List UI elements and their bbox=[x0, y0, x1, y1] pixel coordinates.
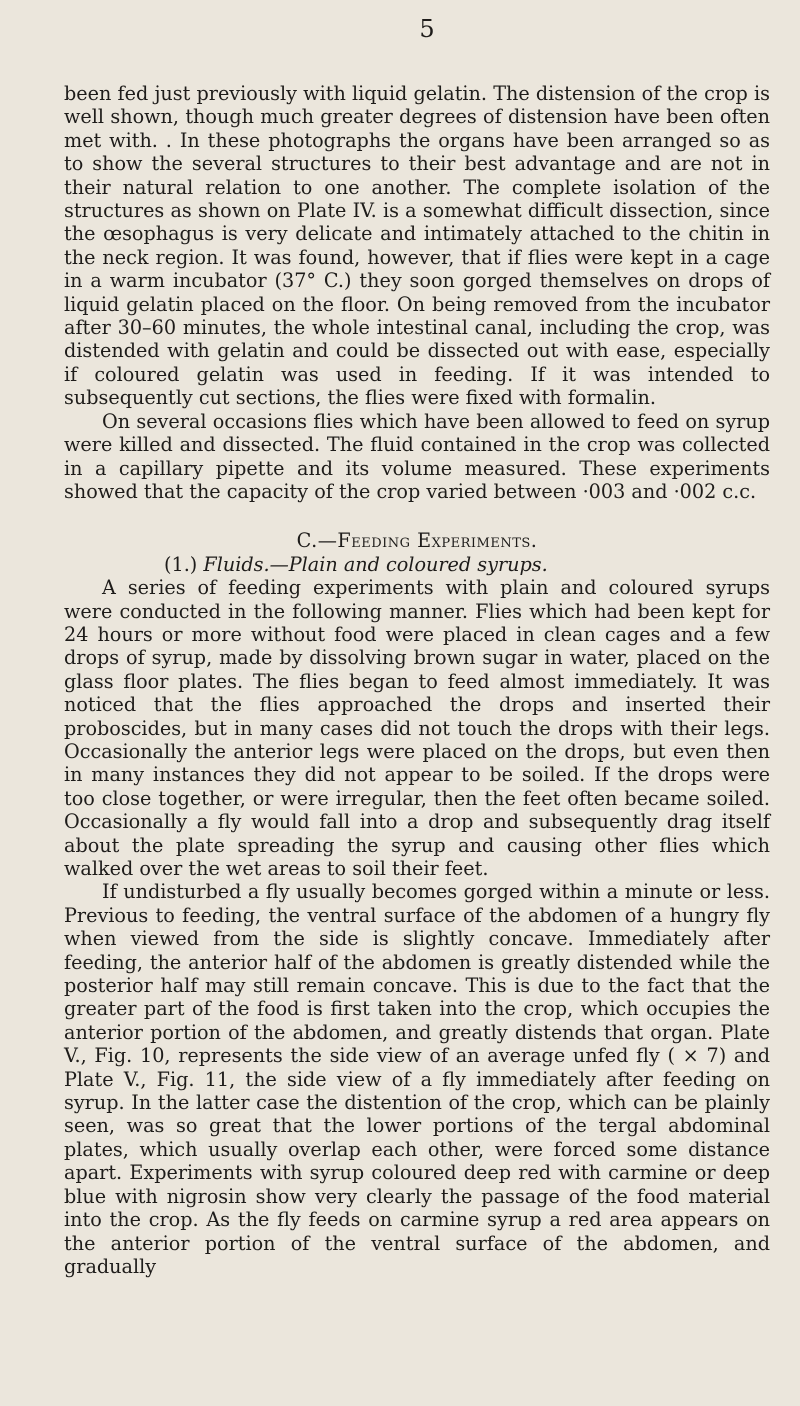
subsection-heading bbox=[164, 553, 770, 576]
section-heading-prefix: C.— bbox=[296, 529, 338, 553]
page-number: 5 bbox=[419, 15, 435, 43]
paragraph-crop-capacity: On several occasions flies which have been allowed to feed on syrup were killed and dissected. The fluid contained in the crop was collected in a capillary pipette and its volume measured. These experiments showed that the capacity of the crop varied between ·003 and ·002 c.c. bbox=[64, 409, 770, 503]
section-heading bbox=[64, 529, 770, 552]
subsection-number: (1.) bbox=[164, 552, 198, 576]
paragraph-gorging: If undisturbed a fly usually becomes gorged within a minute or less. Previous to feeding, the ventral surface of the abdomen of a hungry fly when viewed from the side is slightly concave. Immediately after feeding, the anterior half of the abdomen is greatly distended while the posterior half may still remain concave. This is due to the fact that the greater part of the food is first taken into the crop, which occupies the anterior portion of the abdomen, and greatly distends that organ. Plate V., Fig. 10, represents the side view of an average unfed fly ( × 7) and Plate V., Fig. 11, the side view of a fly immediately after feeding on syrup. In the latter case the distention of the crop, which can be plainly seen, was so great that the lower portions of the tergal abdominal plates, which usually overlap each other, were forced some distance apart. Experiments with syrup coloured deep red with carmine or deep blue with nigrosin show very clearly the passage of the food material into the crop. As the fly feeds on carmine syrup a red area appears on the anterior portion of the ventral surface of the abdomen, and gradually bbox=[64, 880, 770, 1278]
paragraph-feeding-method: A series of feeding experiments with plain and coloured syrups were conducted in the following manner. Flies which had been kept for 24 hours or more without food were placed in clean cages and a few drops of syrup, made by dissolving brown sugar in water, placed on the glass floor plates. The flies began to feed almost immediately. It was noticed that the flies approached the drops and inserted their proboscides, but in many cases did not touch the drops with their legs. Occasionally the anterior legs were placed on the drops, but even then in many instances they did not appear to be soiled. If the drops were too close together, or were irregular, then the feet often became soiled. Occasionally a fly would fall into a drop and subsequently drag itself about the plate spreading the syrup and causing other flies which walked over the wet areas to soil their feet. bbox=[64, 576, 770, 880]
section-heading-title: Feeding Experiments. bbox=[337, 529, 538, 553]
paragraph-dissection: been fed just previously with liquid gelatin. The distension of the crop is well shown, though much greater degrees of distension have been often met with. . In these photographs the organs have been arranged so as to show the several structures to their best advantage and are not in their natural relation to one another. The complete isolation of the structures as shown on Plate IV. is a somewhat difficult dissection, since the œsophagus is very delicate and intimately attached to the chitin in the neck region. It was found, however, that if flies were kept in a cage in a warm incubator (37° C.) they soon gorged themselves on drops of liquid gelatin placed on the floor. On being removed from the incubator after 30–60 minutes, the whole intestinal canal, including the crop, was distended with gelatin and could be dissected out with ease, especially if coloured gelatin was used in feeding. If it was intended to subsequently cut sections, the flies were fixed with formalin. bbox=[64, 82, 770, 410]
subsection-title: Fluids.—Plain and coloured syrups. bbox=[203, 552, 548, 576]
